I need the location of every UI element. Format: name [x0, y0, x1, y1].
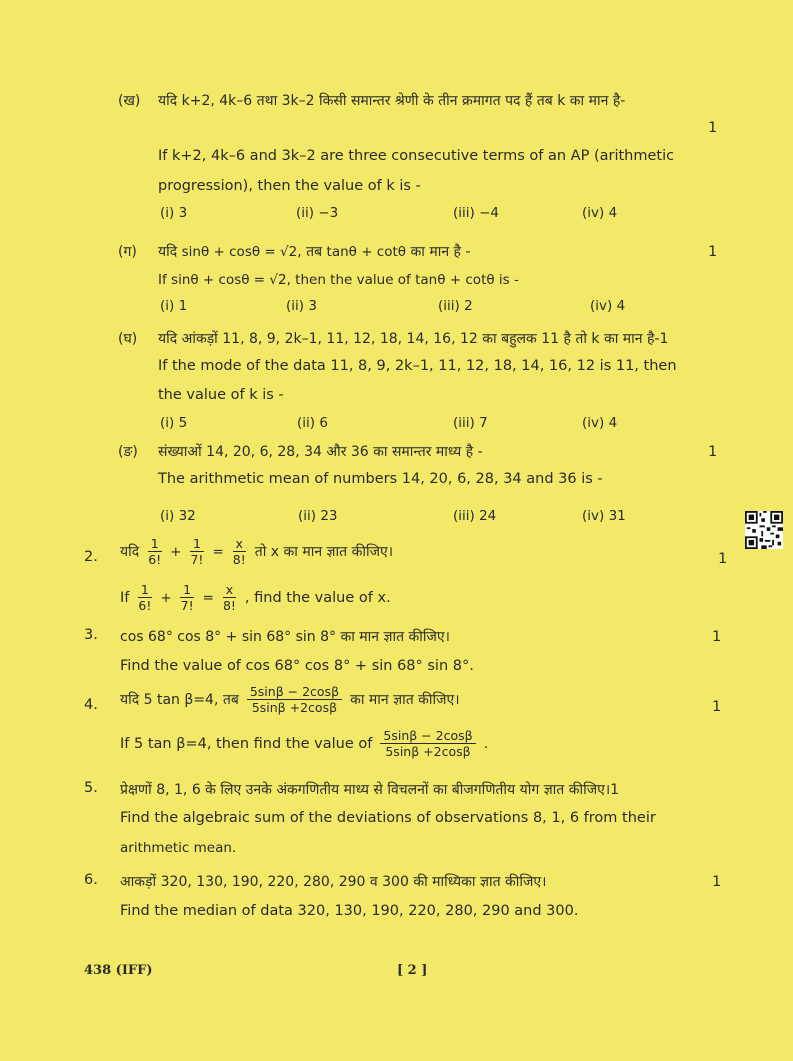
q4-hindi-line [120, 684, 460, 715]
q1b-option-1: (i) 3 [160, 205, 188, 221]
q1c-english-post: is - [498, 272, 519, 288]
q4-english-line [120, 728, 488, 759]
q4-en-frac: $\frac{5\sin\beta - 2\cos\beta}{5\sin\beta +2\cos\beta}$ [380, 728, 475, 759]
q3-number: 3. [84, 627, 98, 643]
q1c-label: (ग) [118, 244, 137, 260]
q2-frac-3: $\frac{x}{8!}$ [232, 536, 246, 567]
q5-hindi: प्रेक्षणों 8, 1, 6 के लिए उनके अंकगणितीय माध्य से विचलनों का बीजगणितीय योग ज्ञात कीजिए।1 [120, 782, 620, 798]
q6-number: 6. [84, 872, 98, 888]
q1c-english-expr: sinθ + cosθ = √2 [171, 272, 287, 288]
q1b-marks: 1 [708, 120, 718, 136]
q1e-english: The arithmetic mean of numbers 14, 20, 6, 28, 34 and 36 is - [158, 471, 603, 487]
q4-english-post: . [483, 735, 489, 752]
page-number: [ 2 ] [397, 963, 428, 978]
q3-marks: 1 [712, 629, 722, 645]
q1c-english [158, 272, 519, 288]
q1b-hindi: यदि k+2, 4k–6 तथा 3k–2 किसी समान्तर श्रेणी के तीन क्रमागत पद हैं तब k का मान है- [158, 93, 626, 109]
q1b-english-1: If k+2, 4k–6 and 3k–2 are three consecutive terms of an AP (arithmetic [158, 148, 675, 164]
q1c-line [158, 242, 470, 261]
q1c-expr2: tanθ + cotθ [326, 244, 407, 260]
q1e-label: (ङ) [118, 444, 138, 460]
q4-marks: 1 [712, 699, 722, 715]
q2-english-pre: If [120, 589, 130, 606]
q5-english-1: Find the algebraic sum of the deviations of observations 8, 1, 6 from their [120, 810, 656, 826]
q1d-hindi: यदि आंकड़ों 11, 8, 9, 2k–1, 11, 12, 18, 14, 16, 12 का बहुलक 11 है तो k का मान है-1 [158, 331, 669, 347]
qr-code-icon [745, 511, 783, 549]
q1b-option-4: (iv) 4 [582, 205, 618, 221]
q1c-english-expr2: tanθ + cotθ [415, 272, 495, 288]
q4-number: 4. [84, 697, 98, 713]
q3-hindi: cos 68° cos 8° + sin 68° sin 8° का मान ज्ञात कीजिए। [120, 629, 450, 645]
q1c-marks: 1 [708, 244, 718, 260]
q1c-hindi-mid: , तब [297, 244, 323, 260]
q1e-hindi: संख्याओं 14, 20, 6, 28, 34 और 36 का समान्तर माध्य है - [158, 444, 483, 460]
q1c-hindi-post: का मान है - [410, 244, 471, 260]
q6-marks: 1 [712, 874, 722, 890]
q3-english: Find the value of cos 68° cos 8° + sin 68° sin 8°. [120, 658, 474, 674]
q2-en-frac-2: $\frac{1}{7!}$ [180, 582, 194, 613]
q2-number: 2. [84, 549, 98, 565]
q6-hindi: आकड़ों 320, 130, 190, 220, 280, 290 व 300 की माध्यिका ज्ञात कीजिए। [120, 874, 547, 890]
q1b-option-2: (ii) −3 [296, 205, 339, 221]
q1b-label: (ख) [118, 93, 141, 109]
q1d-label: (घ) [118, 331, 138, 347]
q2-english-line [120, 582, 391, 613]
q1e-option-4: (iv) 31 [582, 508, 626, 524]
q2-english-post: , find the value of x. [244, 589, 391, 606]
q2-equals: = [212, 543, 224, 560]
q4-frac: $\frac{5\sin\beta - 2\cos\beta}{5\sin\beta +2\cos\beta}$ [247, 684, 342, 715]
q4-hindi-pre: यदि 5 tan β=4, तब [120, 692, 239, 708]
q1d-option-3: (iii) 7 [453, 415, 488, 431]
q5-english-2: arithmetic mean. [120, 840, 237, 856]
q1c-english-pre: If [158, 272, 167, 288]
q1d-option-4: (iv) 4 [582, 415, 618, 431]
q5-number: 5. [84, 780, 98, 796]
q2-en-equals: = [202, 589, 214, 606]
q2-hindi-post: तो x का मान ज्ञात कीजिए। [254, 544, 394, 560]
q1c-option-2: (ii) 3 [286, 298, 317, 314]
q1d-english-2: the value of k is - [158, 387, 284, 403]
q1c-option-4: (iv) 4 [590, 298, 626, 314]
q4-hindi-post: का मान ज्ञात कीजिए। [350, 692, 460, 708]
q1b-option-3: (iii) −4 [453, 205, 499, 221]
q1d-option-2: (ii) 6 [297, 415, 328, 431]
q2-en-frac-3: $\frac{x}{8!}$ [222, 582, 236, 613]
paper-code: 438 (IFF) [84, 963, 153, 978]
q1e-option-2: (ii) 23 [298, 508, 338, 524]
q1e-marks: 1 [708, 444, 718, 460]
q1c-expr: sinθ + cosθ = √2 [181, 244, 298, 260]
q1c-hindi-pre: यदि [158, 244, 178, 260]
q2-hindi-line [120, 536, 393, 567]
q2-frac-1: $\frac{1}{6!}$ [148, 536, 162, 567]
q1c-option-3: (iii) 2 [438, 298, 473, 314]
q4-english-pre: If 5 tan β=4, then find the value of [120, 735, 373, 752]
q2-en-plus: + [160, 589, 172, 606]
q6-english: Find the median of data 320, 130, 190, 220, 280, 290 and 300. [120, 903, 579, 919]
q1c-option-1: (i) 1 [160, 298, 188, 314]
q2-hindi-pre: यदि [120, 544, 140, 560]
q1d-option-1: (i) 5 [160, 415, 188, 431]
q2-marks: 1 [718, 551, 728, 567]
q1e-option-1: (i) 32 [160, 508, 196, 524]
q1e-option-3: (iii) 24 [453, 508, 497, 524]
q2-plus: + [170, 543, 182, 560]
q2-en-frac-1: $\frac{1}{6!}$ [138, 582, 152, 613]
q1d-english-1: If the mode of the data 11, 8, 9, 2k–1, 11, 12, 18, 14, 16, 12 is 11, then [158, 358, 677, 374]
q1b-english-2: progression), then the value of k is - [158, 178, 421, 194]
q1c-english-mid: , then the value of [286, 272, 411, 288]
q2-frac-2: $\frac{1}{7!}$ [190, 536, 204, 567]
